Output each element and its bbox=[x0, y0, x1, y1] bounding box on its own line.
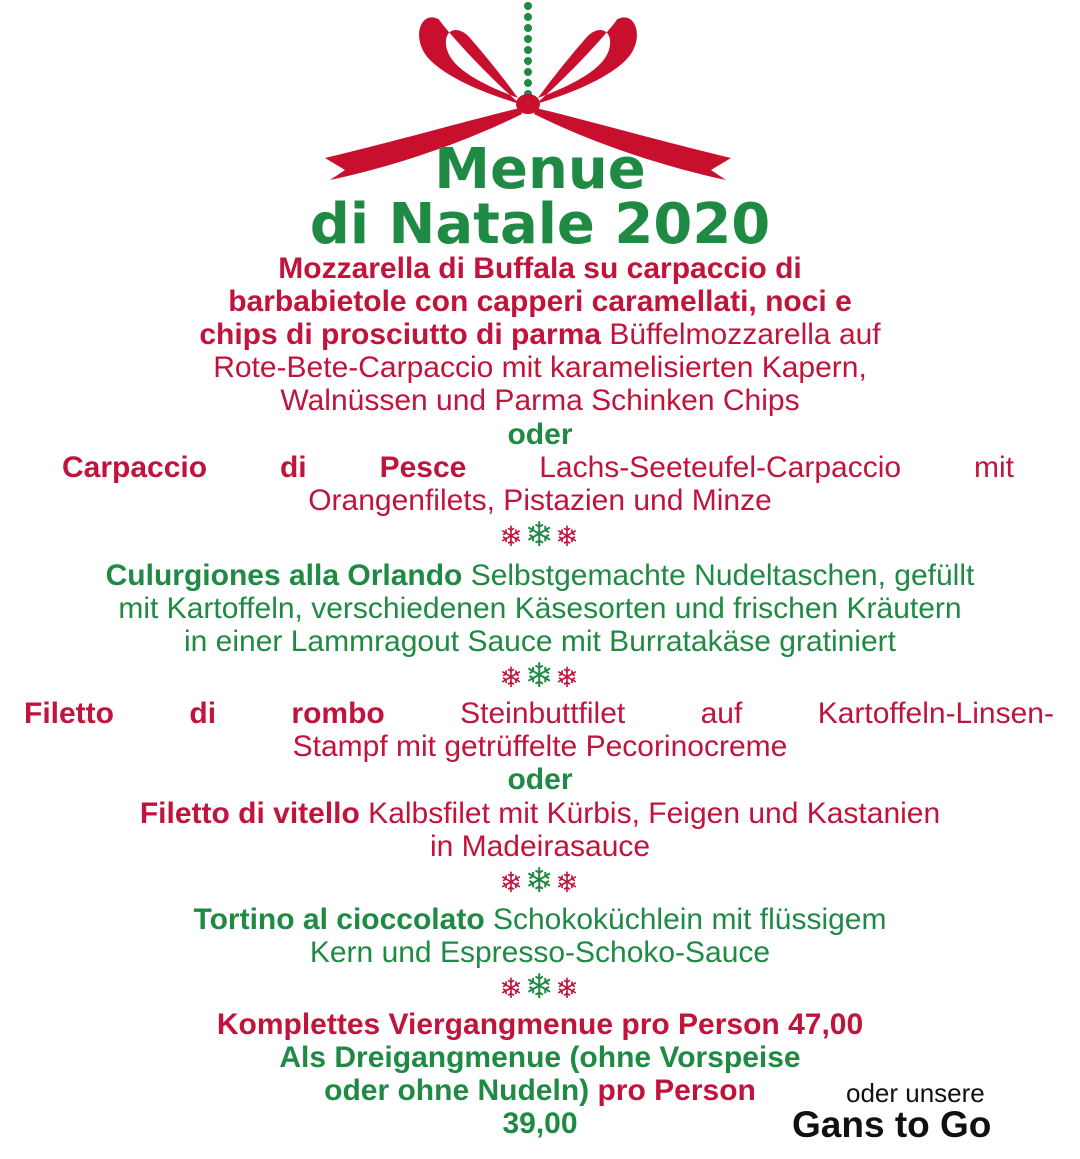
snowflake-icon: ❄ bbox=[499, 972, 525, 1005]
starter1-german-line5: Walnüssen und Parma Schinken Chips bbox=[280, 384, 800, 417]
main2-italian-name: Filetto di vitello bbox=[139, 797, 360, 830]
price-three-course-note: oder ohne Nudeln) bbox=[324, 1074, 590, 1107]
pasta-german-line3: in einer Lammragout Sauce mit Burratakäse gratiniert bbox=[183, 625, 896, 658]
price-three-course-amount: 39,00 bbox=[502, 1107, 578, 1140]
starter2-word5: mit bbox=[974, 451, 1014, 484]
snowflake-icon: ❄ bbox=[499, 661, 525, 694]
snowflake-icon: ❄ bbox=[524, 967, 556, 1007]
snowflake-icon: ❄ bbox=[555, 520, 581, 553]
dessert-german-line2: Kern und Espresso-Schoko-Sauce bbox=[309, 936, 771, 969]
oder-separator-1: oder bbox=[507, 418, 573, 451]
starter1-italian-line2: barbabietole con capperi caramellati, noci e bbox=[228, 285, 852, 318]
dessert-italian-name: Tortino al cioccolato bbox=[193, 903, 485, 936]
main1-word4: Steinbuttfilet bbox=[460, 697, 626, 730]
starter1-line3 bbox=[0, 318, 1080, 352]
promo-gans-to-go: Gans to Go bbox=[792, 1104, 992, 1145]
main1-word3: rombo bbox=[291, 697, 385, 730]
snowflake-divider-3 bbox=[0, 861, 1080, 901]
main2-line1 bbox=[0, 797, 1080, 831]
starter1-german-line4: Rote-Bete-Carpaccio mit karamelisierten Kapern, bbox=[213, 351, 867, 384]
starter2-german-line2: Orangenfilets, Pistazien und Minze bbox=[308, 484, 772, 517]
main2-german-line1: Kalbsfilet mit Kürbis, Feigen und Kastanien bbox=[359, 797, 941, 830]
snowflake-divider-4 bbox=[0, 967, 1080, 1007]
snowflake-icon: ❄ bbox=[524, 515, 556, 555]
main1-word2: di bbox=[189, 697, 217, 730]
snowflake-icon: ❄ bbox=[524, 656, 556, 696]
pasta-italian-name: Culurgiones alla Orlando bbox=[105, 559, 463, 592]
starter2-word1: Carpaccio bbox=[62, 451, 208, 484]
pasta-line1 bbox=[0, 559, 1080, 593]
snowflake-icon: ❄ bbox=[524, 861, 556, 901]
main1-line1 bbox=[24, 697, 1054, 731]
main1-german-line2: Stampf mit getrüffelte Pecorinocreme bbox=[292, 730, 788, 763]
snowflake-icon: ❄ bbox=[499, 866, 525, 899]
main1-word6: Kartoffeln-Linsen- bbox=[817, 697, 1054, 730]
snowflake-icon: ❄ bbox=[555, 661, 581, 694]
price-three-course-per-person: pro Person bbox=[589, 1074, 756, 1107]
promo-small-text: oder unsere bbox=[846, 1078, 985, 1108]
starter1-italian-line1: Mozzarella di Buffala su carpaccio di bbox=[278, 252, 802, 285]
dessert-line1 bbox=[0, 903, 1080, 937]
snowflake-icon: ❄ bbox=[555, 866, 581, 899]
snowflake-icon: ❄ bbox=[555, 972, 581, 1005]
page-title: Menue bbox=[434, 137, 646, 202]
starter2-word4: Lachs-Seeteufel-Carpaccio bbox=[539, 451, 902, 484]
pasta-german-line2: mit Kartoffeln, verschiedenen Käsesorten und frischen Kräutern bbox=[118, 592, 962, 625]
main1-word1: Filetto bbox=[24, 697, 114, 730]
snowflake-divider-1 bbox=[0, 515, 1080, 555]
snowflake-icon: ❄ bbox=[499, 520, 525, 553]
oder-separator-2: oder bbox=[507, 763, 573, 796]
starter1-italian-line3: chips di prosciutto di parma bbox=[199, 318, 602, 351]
starter2-word2: di bbox=[279, 451, 307, 484]
starter1-german-line3: Büffelmozzarella auf bbox=[601, 318, 881, 351]
starter2-line1 bbox=[62, 451, 1014, 485]
snowflake-divider-2 bbox=[0, 656, 1080, 696]
page-subtitle: di Natale 2020 bbox=[309, 192, 771, 257]
main2-german-line2: in Madeirasauce bbox=[429, 830, 651, 863]
pasta-german-line1: Selbstgemachte Nudeltaschen, gefüllt bbox=[462, 559, 975, 592]
price-four-course: Komplettes Viergangmenue pro Person 47,00 bbox=[216, 1008, 864, 1041]
starter2-word3: Pesce bbox=[379, 451, 467, 484]
main1-word5: auf bbox=[700, 697, 743, 730]
dessert-german-line1: Schokoküchlein mit flüssigem bbox=[484, 903, 887, 936]
price-three-course-line1: Als Dreigangmenue (ohne Vorspeise bbox=[279, 1041, 801, 1074]
